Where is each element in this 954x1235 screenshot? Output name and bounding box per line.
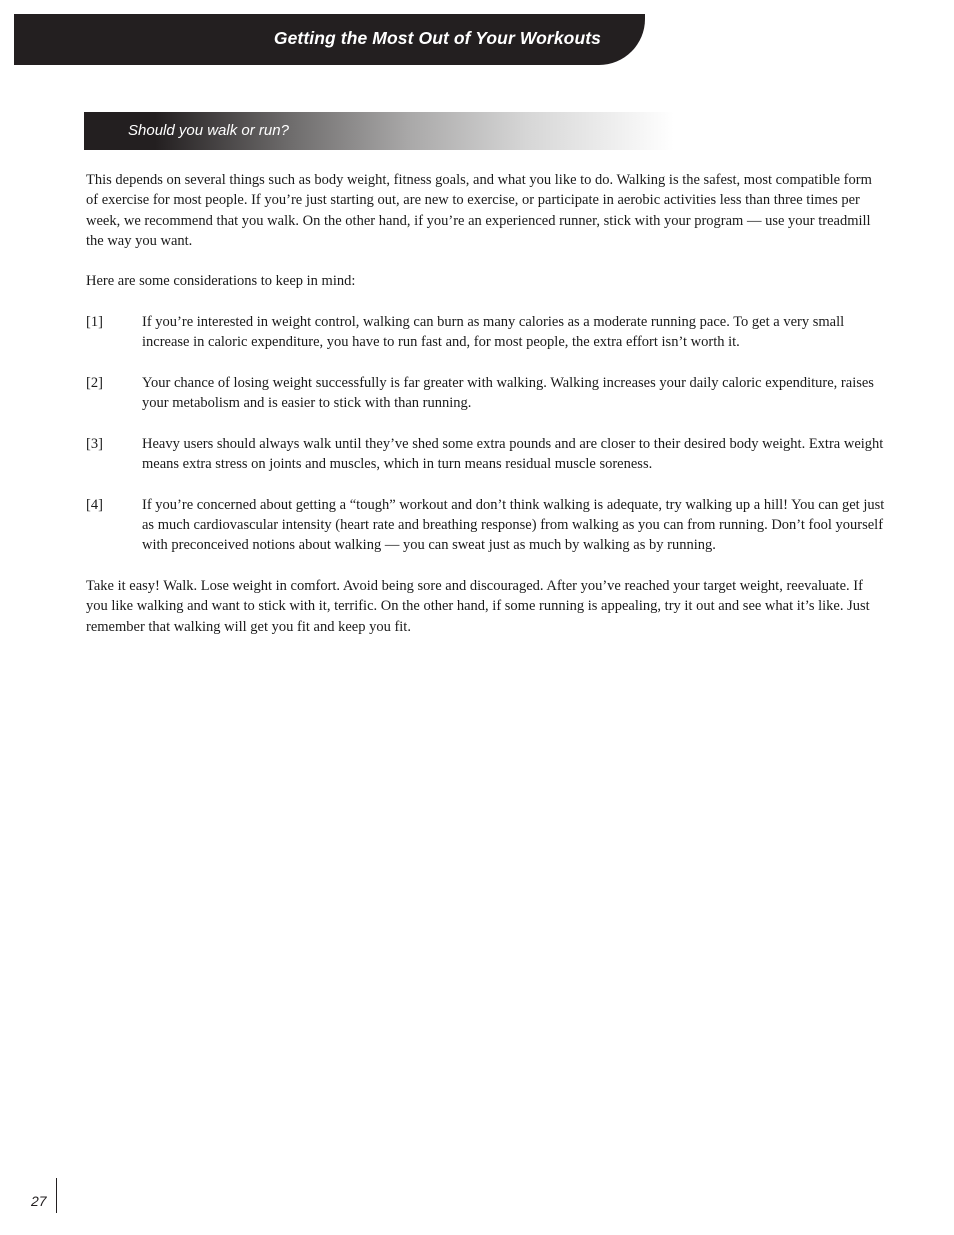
lead-paragraph: Here are some considerations to keep in mind: — [86, 273, 356, 290]
closing-paragraph: Take it easy! Walk. Lose weight in comfort. Avoid being sore and discouraged. After you’ve reached your target weight, reevaluate. If you like walking and want to stick with it, terrific. On the other hand, if some running is appealing, try it out and see what it’s like. Just remember that walking will get you fit and keep you fit. — [86, 577, 870, 635]
header-banner — [14, 14, 645, 65]
list-item — [86, 495, 886, 556]
list-item-number: [1] — [86, 314, 103, 331]
list-item-text: If you’re interested in weight control, walking can burn as many calories as a moderate running pace. To get a very small increase in caloric expenditure, you have to run fast and, for most people, the extra effort isn’t worth it. — [142, 314, 845, 351]
page-number: 27 — [31, 1193, 47, 1209]
list-item — [86, 373, 886, 414]
section-heading-bar — [84, 112, 674, 150]
list-item-number: [4] — [86, 496, 103, 513]
list-item-text: Heavy users should always walk until they’ve shed some extra pounds and are closer to their desired body weight. Extra weight means extra stress on joints and muscles, which in turn means residual muscle soreness. — [142, 435, 884, 473]
list-item-text: Your chance of losing weight successfully is far greater with walking. Walking increases your daily caloric expenditure, raises your metabolism and is easier to stick with than running. — [142, 374, 874, 412]
section-heading: Should you walk or run? — [128, 122, 289, 139]
main-content — [86, 170, 886, 657]
intro-paragraph: This depends on several things such as body weight, fitness goals, and what you like to do. Walking is the safest, most compatible form of exercise for most people. If you’re just starting out, are new to exercise, or participate in aerobic activities less than three times per week, we recommend that you walk. On the other hand, if you’re an experienced runner, stick with your program — use your treadmill the way you want. — [86, 172, 872, 249]
list-item — [86, 312, 886, 353]
footer-divider — [56, 1178, 57, 1213]
list-item-text: If you’re concerned about getting a “tough” workout and don’t think walking is adequate, try walking up a hill! You can get just as much cardiovascular intensity (heart rate and breathing response) from walking as you can from running. Don’t fool yourself with preconceived notions about walking — you can sweat just as much by walking as by running. — [142, 496, 885, 554]
page-header-title: Getting the Most Out of Your Workouts — [273, 28, 601, 48]
list-item — [86, 434, 886, 475]
list-item-number: [3] — [86, 435, 103, 452]
list-item-number: [2] — [86, 374, 103, 391]
